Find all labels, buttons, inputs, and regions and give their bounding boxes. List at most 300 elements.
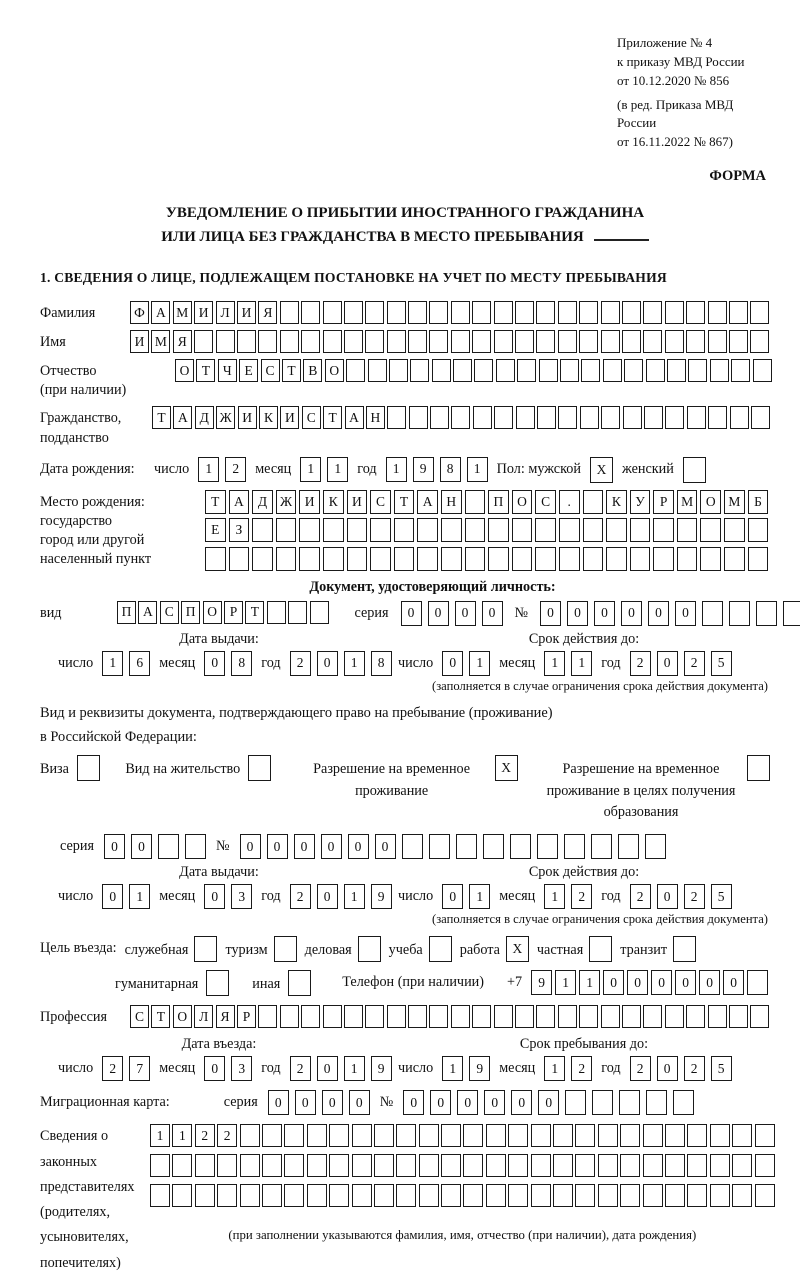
birth-place-cell[interactable]: [630, 547, 651, 571]
legal-reps-cell[interactable]: [665, 1124, 685, 1147]
legal-reps-cell[interactable]: [441, 1184, 461, 1207]
migration-card-number-cell[interactable]: 0: [457, 1090, 478, 1115]
phone-cell[interactable]: [747, 970, 768, 995]
legal-reps-cell[interactable]: [643, 1184, 663, 1207]
migration-card-number-cell[interactable]: [646, 1090, 667, 1115]
legal-reps-cell[interactable]: [240, 1154, 260, 1177]
identity-doc-series-cell[interactable]: 0: [455, 601, 476, 626]
identity-doc-series-cell[interactable]: 0: [482, 601, 503, 626]
residence-doc-number-cell[interactable]: [537, 834, 558, 859]
citizenship-cell[interactable]: [580, 406, 599, 429]
residence-issue-year-cell[interactable]: 0: [317, 884, 338, 909]
profession-cell[interactable]: О: [173, 1005, 192, 1028]
firstname-cell[interactable]: [643, 330, 662, 353]
profession-cell[interactable]: [494, 1005, 513, 1028]
birth-place-cell[interactable]: [417, 547, 438, 571]
firstname-cell[interactable]: М: [151, 330, 170, 353]
migration-card-number-cell[interactable]: [673, 1090, 694, 1115]
surname-cell[interactable]: Я: [258, 301, 277, 324]
identity-valid-day-cell[interactable]: 0: [442, 651, 463, 676]
birth-place-cell[interactable]: [748, 518, 769, 542]
surname-cell[interactable]: [451, 301, 470, 324]
birth-place-cell[interactable]: [724, 547, 745, 571]
phone-cell[interactable]: 0: [723, 970, 744, 995]
phone-cell[interactable]: 0: [651, 970, 672, 995]
residence-valid-year-cell[interactable]: 0: [657, 884, 678, 909]
patronymic-cell[interactable]: Ч: [218, 359, 237, 382]
birth-place-cell[interactable]: [488, 547, 509, 571]
birth-year-cell[interactable]: 8: [440, 457, 461, 482]
birth-day-cell[interactable]: 1: [198, 457, 219, 482]
firstname-cell[interactable]: [579, 330, 598, 353]
birth-place-cell[interactable]: [394, 547, 415, 571]
residence-issue-year-cell[interactable]: 1: [344, 884, 365, 909]
legal-reps-cell[interactable]: [620, 1124, 640, 1147]
legal-reps-cell[interactable]: [755, 1184, 775, 1207]
birth-year-cell[interactable]: 1: [467, 457, 488, 482]
profession-cell[interactable]: [579, 1005, 598, 1028]
birth-place-cell[interactable]: [512, 518, 533, 542]
profession-cell[interactable]: Я: [216, 1005, 235, 1028]
legal-reps-cell[interactable]: [374, 1124, 394, 1147]
citizenship-cell[interactable]: И: [238, 406, 257, 429]
citizenship-cell[interactable]: А: [345, 406, 364, 429]
profession-cell[interactable]: [515, 1005, 534, 1028]
citizenship-cell[interactable]: [409, 406, 428, 429]
legal-reps-cell[interactable]: [329, 1184, 349, 1207]
legal-reps-cell[interactable]: [620, 1184, 640, 1207]
citizenship-cell[interactable]: Т: [152, 406, 171, 429]
legal-reps-cell[interactable]: [195, 1154, 215, 1177]
profession-cell[interactable]: [408, 1005, 427, 1028]
surname-cell[interactable]: [558, 301, 577, 324]
residence-permit-cell[interactable]: [248, 755, 271, 781]
patronymic-cell[interactable]: [560, 359, 579, 382]
identity-doc-number-cell[interactable]: [783, 601, 800, 626]
patronymic-cell[interactable]: [517, 359, 536, 382]
citizenship-cell[interactable]: [665, 406, 684, 429]
residence-issue-day-cell[interactable]: 1: [129, 884, 150, 909]
firstname-cell[interactable]: [451, 330, 470, 353]
stay-until-year-cell[interactable]: 5: [711, 1056, 732, 1081]
residence-doc-number-cell[interactable]: [456, 834, 477, 859]
birth-place-cell[interactable]: [700, 547, 721, 571]
patronymic-cell[interactable]: [432, 359, 451, 382]
legal-reps-cell[interactable]: [307, 1124, 327, 1147]
residence-doc-number-cell[interactable]: [618, 834, 639, 859]
citizenship-cell[interactable]: С: [302, 406, 321, 429]
birth-place-cell[interactable]: П: [488, 490, 509, 514]
birth-place-cell[interactable]: Т: [394, 490, 415, 514]
migration-card-series-cell[interactable]: 0: [322, 1090, 343, 1115]
birth-place-cell[interactable]: А: [417, 490, 438, 514]
birth-year-cell[interactable]: 1: [386, 457, 407, 482]
identity-issue-year-cell[interactable]: 0: [317, 651, 338, 676]
residence-doc-number-cell[interactable]: 0: [294, 834, 315, 859]
birth-place-cell[interactable]: Н: [441, 490, 462, 514]
identity-issue-day-cell[interactable]: 6: [129, 651, 150, 676]
citizenship-cell[interactable]: И: [280, 406, 299, 429]
profession-cell[interactable]: [323, 1005, 342, 1028]
profession-cell[interactable]: [729, 1005, 748, 1028]
birth-place-cell[interactable]: И: [347, 490, 368, 514]
legal-reps-cell[interactable]: 1: [150, 1124, 170, 1147]
identity-doc-number-cell[interactable]: 0: [675, 601, 696, 626]
identity-valid-year-cell[interactable]: 2: [630, 651, 651, 676]
surname-cell[interactable]: [494, 301, 513, 324]
citizenship-cell[interactable]: [623, 406, 642, 429]
identity-doc-kind-cell[interactable]: [310, 601, 329, 624]
legal-reps-cell[interactable]: [374, 1154, 394, 1177]
stay-until-day-cell[interactable]: 9: [469, 1056, 490, 1081]
legal-reps-cell[interactable]: [508, 1184, 528, 1207]
firstname-cell[interactable]: [237, 330, 256, 353]
citizenship-cell[interactable]: [387, 406, 406, 429]
identity-doc-series-cell[interactable]: 0: [401, 601, 422, 626]
legal-reps-cell[interactable]: 2: [217, 1124, 237, 1147]
phone-cell[interactable]: 0: [627, 970, 648, 995]
birth-place-cell[interactable]: [441, 547, 462, 571]
surname-cell[interactable]: М: [173, 301, 192, 324]
birth-place-cell[interactable]: [323, 547, 344, 571]
identity-valid-year-cell[interactable]: 2: [684, 651, 705, 676]
profession-cell[interactable]: [622, 1005, 641, 1028]
surname-cell[interactable]: [472, 301, 491, 324]
migration-card-number-cell[interactable]: 0: [403, 1090, 424, 1115]
legal-reps-cell[interactable]: [419, 1154, 439, 1177]
temp-residence-cell[interactable]: X: [495, 755, 518, 781]
identity-issue-month-cell[interactable]: 8: [231, 651, 252, 676]
legal-reps-cell[interactable]: [217, 1154, 237, 1177]
citizenship-cell[interactable]: Н: [366, 406, 385, 429]
citizenship-cell[interactable]: [451, 406, 470, 429]
legal-reps-cell[interactable]: [508, 1124, 528, 1147]
identity-doc-kind-cell[interactable]: [267, 601, 286, 624]
citizenship-cell[interactable]: [494, 406, 513, 429]
profession-cell[interactable]: [665, 1005, 684, 1028]
firstname-cell[interactable]: [708, 330, 727, 353]
birth-place-cell[interactable]: [299, 547, 320, 571]
legal-reps-cell[interactable]: [531, 1124, 551, 1147]
birth-place-cell[interactable]: [276, 518, 297, 542]
profession-cell[interactable]: [558, 1005, 577, 1028]
birth-place-cell[interactable]: [559, 518, 580, 542]
profession-cell[interactable]: Т: [151, 1005, 170, 1028]
firstname-cell[interactable]: [494, 330, 513, 353]
patronymic-cell[interactable]: [474, 359, 493, 382]
legal-reps-cell[interactable]: [687, 1184, 707, 1207]
residence-issue-day-cell[interactable]: 0: [102, 884, 123, 909]
legal-reps-cell[interactable]: [307, 1184, 327, 1207]
legal-reps-cell[interactable]: [732, 1124, 752, 1147]
surname-cell[interactable]: [280, 301, 299, 324]
migration-card-number-cell[interactable]: 0: [511, 1090, 532, 1115]
patronymic-cell[interactable]: [539, 359, 558, 382]
surname-cell[interactable]: И: [237, 301, 256, 324]
identity-doc-series-cell[interactable]: 0: [428, 601, 449, 626]
birth-place-cell[interactable]: [630, 518, 651, 542]
firstname-cell[interactable]: [323, 330, 342, 353]
migration-card-number-cell[interactable]: [619, 1090, 640, 1115]
identity-issue-month-cell[interactable]: 0: [204, 651, 225, 676]
stay-until-year-cell[interactable]: 2: [630, 1056, 651, 1081]
firstname-cell[interactable]: [387, 330, 406, 353]
identity-doc-number-cell[interactable]: [702, 601, 723, 626]
residence-valid-day-cell[interactable]: 1: [469, 884, 490, 909]
birth-place-cell[interactable]: [653, 518, 674, 542]
citizenship-cell[interactable]: Д: [195, 406, 214, 429]
legal-reps-cell[interactable]: [307, 1154, 327, 1177]
residence-doc-number-cell[interactable]: 0: [375, 834, 396, 859]
birth-place-cell[interactable]: [700, 518, 721, 542]
sex-female-cell[interactable]: [683, 457, 706, 483]
birth-place-cell[interactable]: [488, 518, 509, 542]
surname-cell[interactable]: [536, 301, 555, 324]
surname-cell[interactable]: [344, 301, 363, 324]
surname-cell[interactable]: [708, 301, 727, 324]
legal-reps-cell[interactable]: [553, 1184, 573, 1207]
profession-cell[interactable]: [387, 1005, 406, 1028]
residence-doc-number-cell[interactable]: [402, 834, 423, 859]
legal-reps-cell[interactable]: [755, 1154, 775, 1177]
patronymic-cell[interactable]: Т: [196, 359, 215, 382]
legal-reps-cell[interactable]: [374, 1184, 394, 1207]
citizenship-cell[interactable]: Ж: [216, 406, 235, 429]
birth-place-cell[interactable]: [606, 547, 627, 571]
firstname-cell[interactable]: [536, 330, 555, 353]
surname-cell[interactable]: Ф: [130, 301, 149, 324]
legal-reps-cell[interactable]: [419, 1184, 439, 1207]
purpose-business-cell[interactable]: [358, 936, 381, 962]
birth-month-cell[interactable]: 1: [300, 457, 321, 482]
surname-cell[interactable]: [750, 301, 769, 324]
identity-doc-kind-cell[interactable]: А: [138, 601, 157, 624]
surname-cell[interactable]: [729, 301, 748, 324]
profession-cell[interactable]: Л: [194, 1005, 213, 1028]
legal-reps-cell[interactable]: [284, 1124, 304, 1147]
legal-reps-cell[interactable]: [486, 1124, 506, 1147]
birth-place-cell[interactable]: [583, 490, 604, 514]
legal-reps-cell[interactable]: [732, 1154, 752, 1177]
firstname-cell[interactable]: [344, 330, 363, 353]
birth-place-cell[interactable]: [677, 518, 698, 542]
entry-month-cell[interactable]: 3: [231, 1056, 252, 1081]
patronymic-cell[interactable]: [410, 359, 429, 382]
identity-valid-month-cell[interactable]: 1: [571, 651, 592, 676]
birth-place-cell[interactable]: А: [229, 490, 250, 514]
legal-reps-cell[interactable]: 1: [172, 1124, 192, 1147]
citizenship-cell[interactable]: А: [173, 406, 192, 429]
purpose-official-cell[interactable]: [194, 936, 217, 962]
legal-reps-cell[interactable]: 2: [195, 1124, 215, 1147]
sex-male-cell[interactable]: X: [590, 457, 613, 483]
firstname-cell[interactable]: [258, 330, 277, 353]
citizenship-cell[interactable]: [601, 406, 620, 429]
legal-reps-cell[interactable]: [441, 1154, 461, 1177]
legal-reps-cell[interactable]: [755, 1124, 775, 1147]
legal-reps-cell[interactable]: [150, 1184, 170, 1207]
surname-cell[interactable]: [429, 301, 448, 324]
birth-place-cell[interactable]: [441, 518, 462, 542]
birth-place-cell[interactable]: [606, 518, 627, 542]
profession-cell[interactable]: [280, 1005, 299, 1028]
patronymic-cell[interactable]: С: [261, 359, 280, 382]
stay-until-year-cell[interactable]: 0: [657, 1056, 678, 1081]
surname-cell[interactable]: [686, 301, 705, 324]
birth-place-cell[interactable]: [465, 490, 486, 514]
identity-issue-day-cell[interactable]: 1: [102, 651, 123, 676]
identity-doc-number-cell[interactable]: [756, 601, 777, 626]
profession-cell[interactable]: [708, 1005, 727, 1028]
birth-place-cell[interactable]: З: [229, 518, 250, 542]
firstname-cell[interactable]: [558, 330, 577, 353]
patronymic-cell[interactable]: [496, 359, 515, 382]
patronymic-cell[interactable]: [624, 359, 643, 382]
legal-reps-cell[interactable]: [352, 1184, 372, 1207]
legal-reps-cell[interactable]: [262, 1154, 282, 1177]
visa-cell[interactable]: [77, 755, 100, 781]
legal-reps-cell[interactable]: [575, 1184, 595, 1207]
patronymic-cell[interactable]: О: [175, 359, 194, 382]
legal-reps-cell[interactable]: [486, 1154, 506, 1177]
migration-card-series-cell[interactable]: 0: [295, 1090, 316, 1115]
surname-cell[interactable]: [665, 301, 684, 324]
legal-reps-cell[interactable]: [441, 1124, 461, 1147]
legal-reps-cell[interactable]: [396, 1184, 416, 1207]
citizenship-cell[interactable]: Т: [323, 406, 342, 429]
birth-place-cell[interactable]: [748, 547, 769, 571]
migration-card-number-cell[interactable]: [592, 1090, 613, 1115]
migration-card-number-cell[interactable]: 0: [538, 1090, 559, 1115]
firstname-cell[interactable]: [750, 330, 769, 353]
residence-valid-month-cell[interactable]: 2: [571, 884, 592, 909]
identity-issue-year-cell[interactable]: 1: [344, 651, 365, 676]
birth-place-cell[interactable]: И: [299, 490, 320, 514]
residence-valid-year-cell[interactable]: 5: [711, 884, 732, 909]
firstname-cell[interactable]: [429, 330, 448, 353]
residence-doc-number-cell[interactable]: 0: [348, 834, 369, 859]
temp-residence-education-cell[interactable]: [747, 755, 770, 781]
surname-cell[interactable]: [643, 301, 662, 324]
legal-reps-cell[interactable]: [352, 1124, 372, 1147]
residence-issue-year-cell[interactable]: 9: [371, 884, 392, 909]
legal-reps-cell[interactable]: [284, 1154, 304, 1177]
legal-reps-cell[interactable]: [553, 1124, 573, 1147]
residence-valid-day-cell[interactable]: 0: [442, 884, 463, 909]
legal-reps-cell[interactable]: [575, 1124, 595, 1147]
firstname-cell[interactable]: [515, 330, 534, 353]
entry-year-cell[interactable]: 0: [317, 1056, 338, 1081]
entry-year-cell[interactable]: 9: [371, 1056, 392, 1081]
legal-reps-cell[interactable]: [172, 1154, 192, 1177]
birth-place-cell[interactable]: [347, 547, 368, 571]
residence-doc-number-cell[interactable]: [429, 834, 450, 859]
legal-reps-cell[interactable]: [262, 1184, 282, 1207]
patronymic-cell[interactable]: [389, 359, 408, 382]
identity-doc-number-cell[interactable]: 0: [648, 601, 669, 626]
identity-doc-number-cell[interactable]: 0: [567, 601, 588, 626]
identity-doc-number-cell[interactable]: 0: [594, 601, 615, 626]
surname-cell[interactable]: Л: [216, 301, 235, 324]
identity-valid-month-cell[interactable]: 1: [544, 651, 565, 676]
phone-cell[interactable]: 1: [555, 970, 576, 995]
stay-until-month-cell[interactable]: 1: [544, 1056, 565, 1081]
legal-reps-cell[interactable]: [643, 1124, 663, 1147]
entry-year-cell[interactable]: 1: [344, 1056, 365, 1081]
purpose-work-cell[interactable]: X: [506, 936, 529, 962]
purpose-humanitarian-cell[interactable]: [206, 970, 229, 996]
identity-doc-kind-cell[interactable]: О: [203, 601, 222, 624]
legal-reps-cell[interactable]: [575, 1154, 595, 1177]
firstname-cell[interactable]: [729, 330, 748, 353]
purpose-study-cell[interactable]: [429, 936, 452, 962]
legal-reps-cell[interactable]: [531, 1154, 551, 1177]
residence-doc-number-cell[interactable]: [564, 834, 585, 859]
legal-reps-cell[interactable]: [665, 1154, 685, 1177]
legal-reps-cell[interactable]: [732, 1184, 752, 1207]
birth-place-cell[interactable]: [512, 547, 533, 571]
residence-issue-month-cell[interactable]: 3: [231, 884, 252, 909]
surname-cell[interactable]: [601, 301, 620, 324]
firstname-cell[interactable]: [216, 330, 235, 353]
birth-place-cell[interactable]: О: [512, 490, 533, 514]
legal-reps-cell[interactable]: [463, 1124, 483, 1147]
legal-reps-cell[interactable]: [172, 1184, 192, 1207]
legal-reps-cell[interactable]: [553, 1154, 573, 1177]
citizenship-cell[interactable]: [516, 406, 535, 429]
surname-cell[interactable]: [515, 301, 534, 324]
birth-place-cell[interactable]: Б: [748, 490, 769, 514]
migration-card-series-cell[interactable]: 0: [349, 1090, 370, 1115]
profession-cell[interactable]: [429, 1005, 448, 1028]
birth-place-cell[interactable]: Т: [205, 490, 226, 514]
identity-valid-day-cell[interactable]: 1: [469, 651, 490, 676]
surname-cell[interactable]: [301, 301, 320, 324]
birth-place-cell[interactable]: [724, 518, 745, 542]
citizenship-cell[interactable]: [537, 406, 556, 429]
identity-valid-year-cell[interactable]: 0: [657, 651, 678, 676]
legal-reps-cell[interactable]: [150, 1154, 170, 1177]
patronymic-cell[interactable]: [453, 359, 472, 382]
patronymic-cell[interactable]: [346, 359, 365, 382]
entry-day-cell[interactable]: 7: [129, 1056, 150, 1081]
legal-reps-cell[interactable]: [217, 1184, 237, 1207]
phone-cell[interactable]: 0: [675, 970, 696, 995]
legal-reps-cell[interactable]: [710, 1184, 730, 1207]
patronymic-cell[interactable]: [646, 359, 665, 382]
legal-reps-cell[interactable]: [710, 1124, 730, 1147]
firstname-cell[interactable]: [194, 330, 213, 353]
legal-reps-cell[interactable]: [240, 1184, 260, 1207]
residence-issue-month-cell[interactable]: 0: [204, 884, 225, 909]
legal-reps-cell[interactable]: [598, 1184, 618, 1207]
identity-valid-year-cell[interactable]: 5: [711, 651, 732, 676]
legal-reps-cell[interactable]: [710, 1154, 730, 1177]
birth-place-cell[interactable]: .: [559, 490, 580, 514]
firstname-cell[interactable]: Я: [173, 330, 192, 353]
profession-cell[interactable]: С: [130, 1005, 149, 1028]
profession-cell[interactable]: [686, 1005, 705, 1028]
patronymic-cell[interactable]: [710, 359, 729, 382]
residence-doc-series-cell[interactable]: 0: [131, 834, 152, 859]
citizenship-cell[interactable]: [473, 406, 492, 429]
phone-cell[interactable]: 1: [579, 970, 600, 995]
birth-place-cell[interactable]: С: [535, 490, 556, 514]
birth-place-cell[interactable]: [677, 547, 698, 571]
birth-place-cell[interactable]: [347, 518, 368, 542]
residence-doc-series-cell[interactable]: [185, 834, 206, 859]
legal-reps-cell[interactable]: [329, 1124, 349, 1147]
